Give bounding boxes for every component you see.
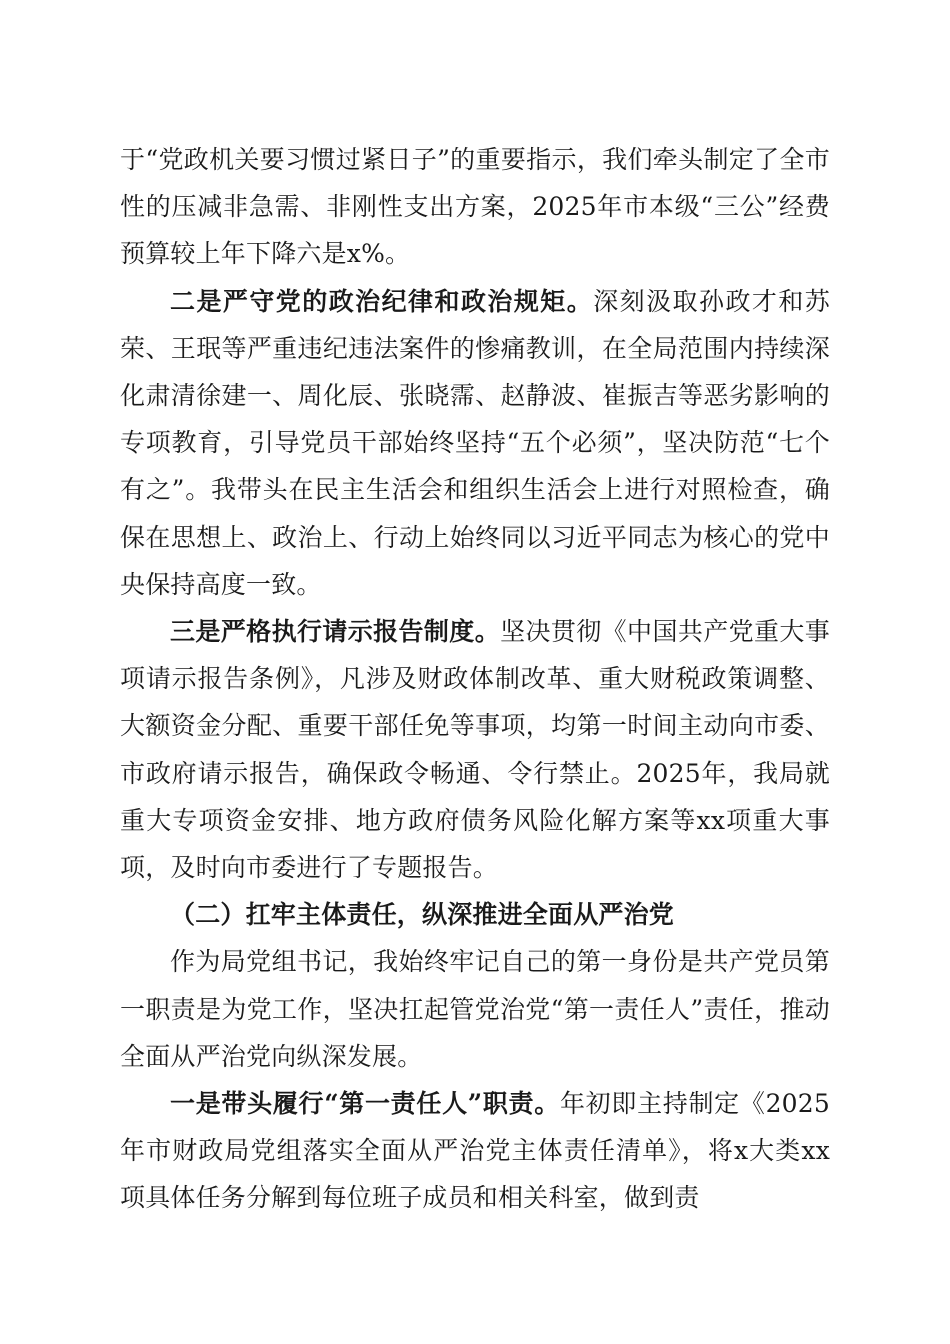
section-heading-text: （二）扛牢主体责任，纵深推进全面从严治党 [170, 900, 675, 930]
paragraph-continued-budget [120, 136, 830, 278]
paragraph-political-discipline [120, 278, 830, 608]
paragraph-lead: 三是严格执行请示报告制度。 [170, 617, 501, 647]
paragraph-lead: 一是带头履行“第一责任人”职责。 [170, 1089, 560, 1119]
paragraph-text: 坚决贯彻《中国共产党重大事项请示报告条例》，凡涉及财政体制改革、重大财税政策调整、大额资金分配、重要干部任免等事项，均第一时间主动向市委、市政府请示报告，确保政令畅通、令行禁止。2025年，我局就重大专项资金安排、地方政府债务风险化解方案等xx项重大事项，及时向市委进行了专题报告。 [120, 617, 830, 883]
paragraph-lead: 二是严守党的政治纪律和政治规矩。 [170, 286, 594, 316]
paragraph-text: 年初即主持制定《2025年市财政局党组落实全面从严治党主体责任清单》，将x大类xx项具体任务分解到每位班子成员和相关科室，做到责 [120, 1089, 830, 1213]
paragraph-reporting-system [120, 608, 830, 891]
section-heading [120, 891, 830, 938]
paragraph-text: 于“党政机关要习惯过紧日子”的重要指示，我们牵头制定了全市性的压减非急需、非刚性支出方案，2025年市本级“三公”经费预算较上年下降六是x%。 [120, 145, 830, 269]
paragraph-first-responsible [120, 1080, 830, 1222]
paragraph-text: 深刻汲取孙政才和苏荣、王珉等严重违纪违法案件的惨痛教训，在全局范围内持续深化肃清徐建一、周化辰、张晓霈、赵静波、崔振吉等恶劣影响的专项教育，引导党员干部始终坚持“五个必须”，坚决防范“七个有之”。我带头在民主生活会和组织生活会上进行对照检查，确保在思想上、政治上、行动上始终同以习近平同志为核心的党中央保持高度一致。 [120, 286, 830, 599]
paragraph-text: 作为局党组书记，我始终牢记自己的第一身份是共产党员第一职责是为党工作，坚决扛起管党治党“第一责任人”责任，推动全面从严治党向纵深发展。 [120, 947, 830, 1071]
paragraph-party-secretary [120, 938, 830, 1080]
document-body [120, 136, 830, 1222]
